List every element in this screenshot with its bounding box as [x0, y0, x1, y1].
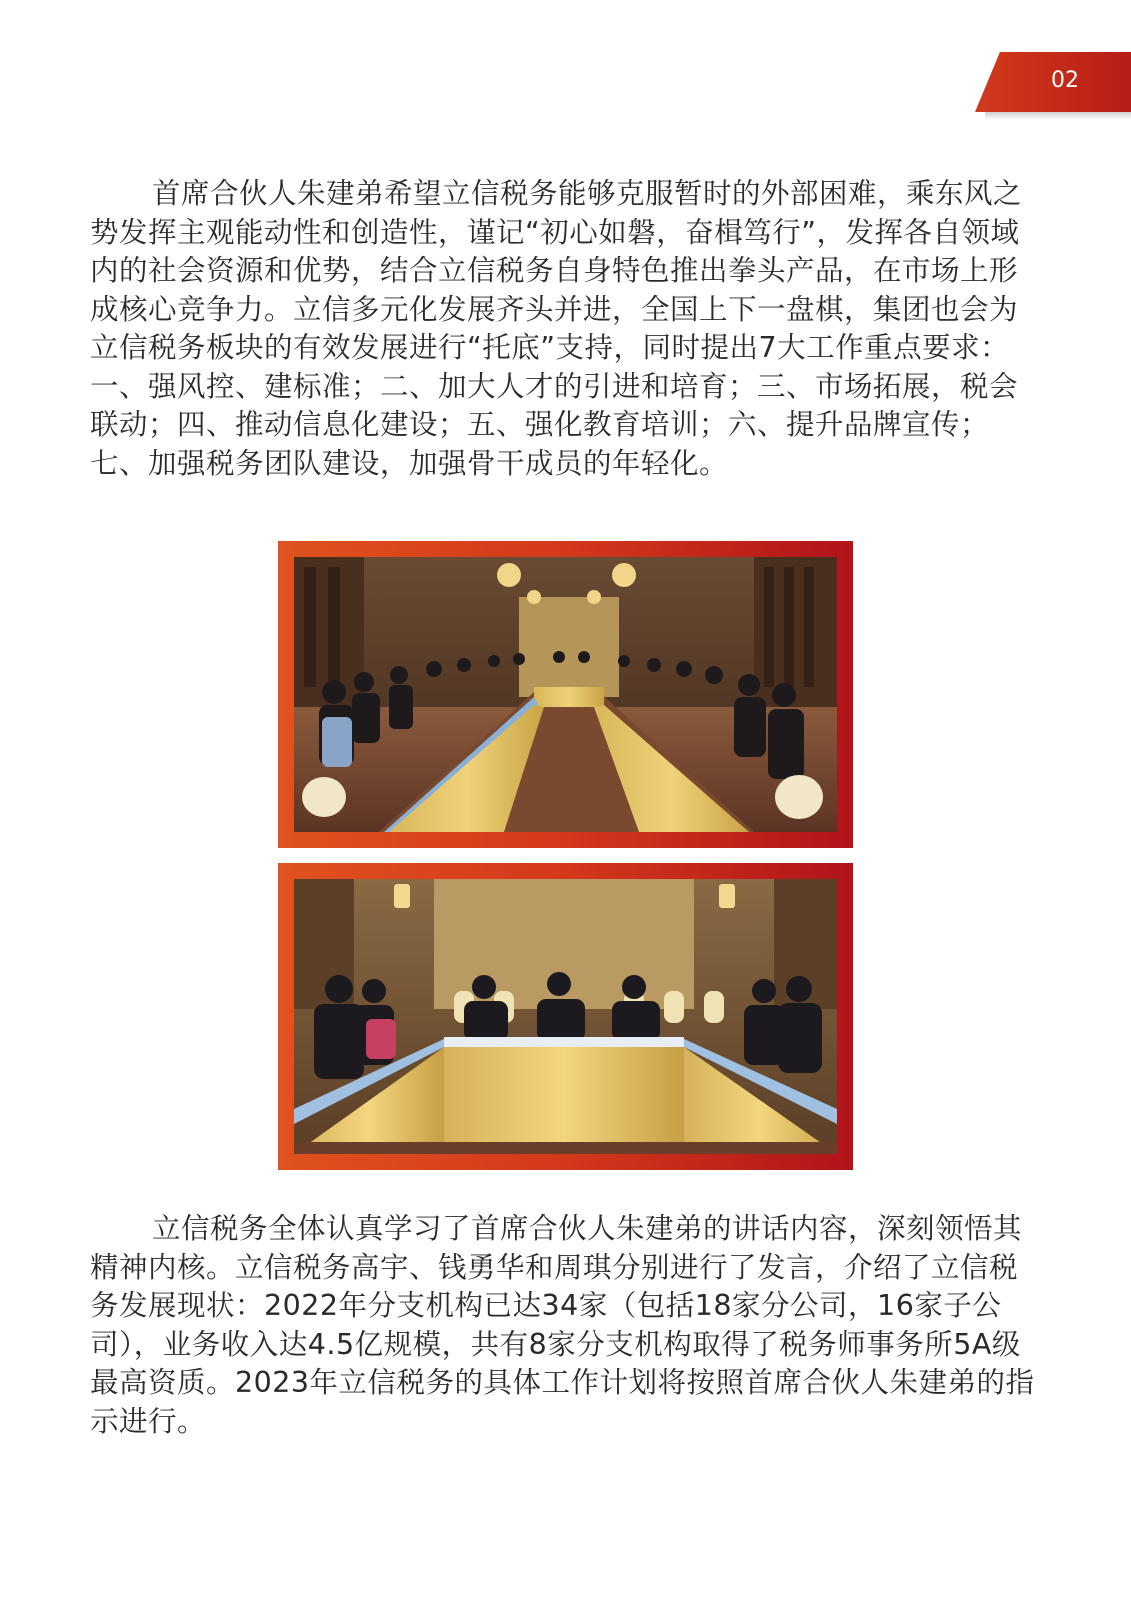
paragraph-development-status — [90, 1210, 1040, 1441]
meeting-room-head-table-image — [294, 879, 837, 1154]
meeting-photo-head-table — [294, 879, 837, 1154]
meeting-photo-wide — [294, 557, 837, 832]
page-badge-shadow — [985, 112, 1131, 120]
paragraph-meeting-speech — [90, 175, 1040, 483]
paragraph-text: 首席合伙人朱建弟希望立信税务能够克服暂时的外部困难，乘东风之势发挥主观能动性和创造性，谨记“初心如磐，奋楫笃行”，发挥各自领域内的社会资源和优势，结合立信税务自身特色推出拳头产品，在市场上形成核心竞争力。立信多元化发展齐头并进，全国上下一盘棋，集团也会为立信税务板块的有效发展进行“托底”支持，同时提出7大工作重点要求：一、强风控、建标准；二、加大人才的引进和培育；三、市场拓展，税会联动；四、推动信息化建设；五、强化教育培训；六、提升品牌宣传；七、加强税务团队建设，加强骨干成员的年轻化。 — [90, 177, 1023, 480]
page-number: 02 — [1051, 68, 1079, 93]
meeting-photo-frame-wide — [278, 541, 853, 848]
meeting-room-wide-image — [294, 557, 837, 832]
meeting-photo-frame-head-table — [278, 863, 853, 1170]
paragraph-text: 立信税务全体认真学习了首席合伙人朱建弟的讲话内容，深刻领悟其精神内核。立信税务高宇、钱勇华和周琪分别进行了发言，介绍了立信税务发展现状：2022年分支机构已达34家（包括18家分公司，16家子公司），业务收入达4.5亿规模，共有8家分支机构取得了税务师事务所5A级最高资质。2023年立信税务的具体工作计划将按照首席合伙人朱建弟的指示进行。 — [90, 1212, 1035, 1438]
